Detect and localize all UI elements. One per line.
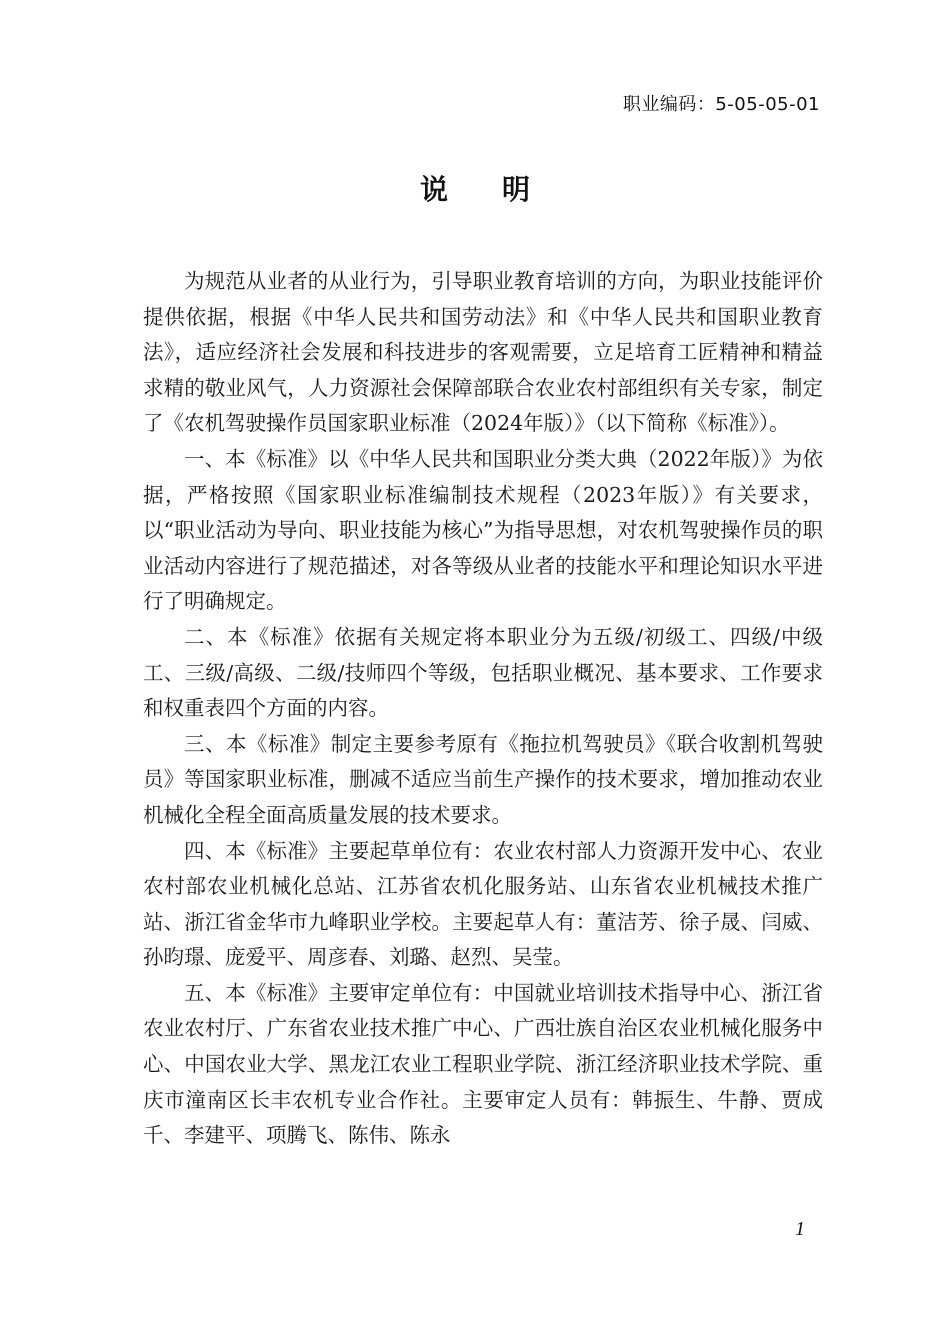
paragraph-reviewers: 五、本《标准》主要审定单位有：中国就业培训技术指导中心、浙江省农业农村厅、广东省农业技术推广中心、广西壮族自治区农业机械化服务中心、中国农业大学、黑龙江农业工程职业学院、浙江经济职业技术学院、重庆市潼南区长丰农机专业合作社。主要审定人员有：韩振生、牛静、贾成千、李建平、项腾飞、陈伟、陈永 xyxy=(143,980,823,1148)
page-number: 1 xyxy=(795,1218,805,1240)
paragraph-references: 三、本《标准》制定主要参考原有《拖拉机驾驶员》《联合收割机驾驶员》等国家职业标准，删减不适应当前生产操作的技术要求，增加推动农业机械化全程全面高质量发展的技术要求。 xyxy=(143,731,823,827)
paragraph-intro: 为规范从业者的从业行为，引导职业教育培训的方向，为职业技能评价提供依据，根据《中华人民共和国劳动法》和《中华人民共和国职业教育法》，适应经济社会发展和科技进步的客观需要，立足培育工匠精神和精益求精的敬业风气，人力资源社会保障部联合农业农村部组织有关专家，制定了《农机驾驶操作员国家职业标准（2024年版）》（以下简称《标准》）。 xyxy=(143,269,823,436)
paragraph-drafters: 四、本《标准》主要起草单位有：农业农村部人力资源开发中心、农业农村部农业机械化总站、江苏省农机化服务站、山东省农业机械技术推广站、浙江省金华市九峰职业学校。主要起草人有：董洁芳、徐子晟、闫威、孙昀璟、庞爱平、周彦春、刘璐、赵烈、吴莹。 xyxy=(143,838,823,970)
occupation-code: 职业编码：5-05-05-01 xyxy=(622,94,820,115)
page-title: 说明 xyxy=(419,173,584,206)
paragraph-levels: 二、本《标准》依据有关规定将本职业分为五级/初级工、四级/中级工、三级/高级、二级/技师四个等级，包括职业概况、基本要求、工作要求和权重表四个方面的内容。 xyxy=(143,624,823,721)
paragraph-basis: 一、本《标准》以《中华人民共和国职业分类大典（2022年版）》为依据，严格按照《国家职业标准编制技术规程（2023年版）》有关要求，以“职业活动为导向、职业技能为核心”为指导思想，对农机驾驶操作员的职业活动内容进行了规范描述，对各等级从业者的技能水平和理论知识水平进行了明确规定。 xyxy=(143,446,823,614)
document-body xyxy=(143,264,823,1154)
